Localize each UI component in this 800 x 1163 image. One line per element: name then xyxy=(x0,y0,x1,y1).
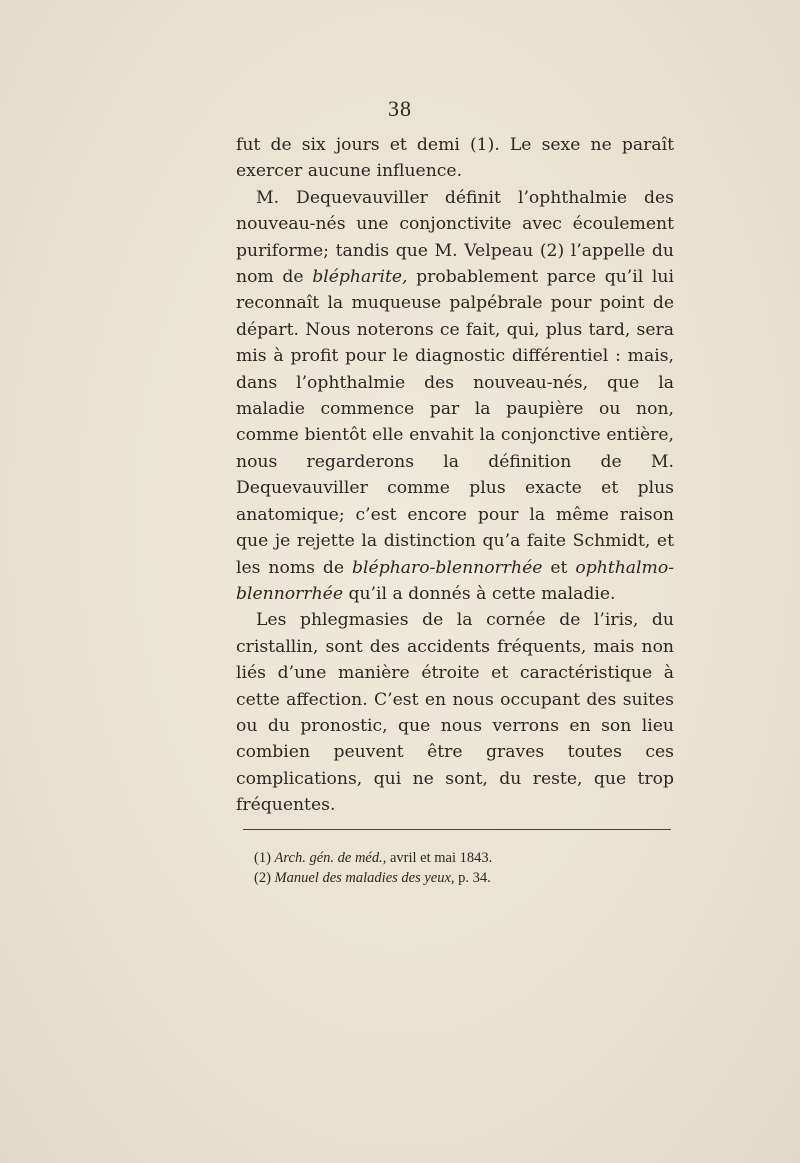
term-blepharite: blépharite, xyxy=(312,267,408,288)
footnote-1-detail: avril et mai 1843. xyxy=(386,850,493,866)
footnotes xyxy=(254,848,674,888)
paragraph-2-text-3: et xyxy=(542,557,576,578)
term-blepharo-blennorrhee: blépharo-blennorrhée xyxy=(352,557,543,578)
term-ophthalmo-blennorrhee: ophthalmo-blennorrhée xyxy=(236,557,674,604)
paragraph-2-text-4: qu’il a donnés à cette maladie. xyxy=(343,583,616,604)
footnote-1-title: Arch. gén. de méd., xyxy=(274,850,387,866)
footnote-rule xyxy=(243,829,671,830)
paragraph-2-text-2: probablement parce qu’il lui reconnaît la muqueuse palpébrale pour point de départ. Nous noterons ce fait, qui, plus tard, sera mis à profit pour le diagnostic différentiel : mais, dans l’ophthalmie des nouveau-nés, que la maladie commence par la paupière ou non, comme bientôt elle envahit la conjonctive entière, nous regarderons la définition de M. Dequevauviller comme plus exacte et plus anatomique; c’est encore pour la même raison que je rejette la distinction qu’a faite Schmidt, et les noms de xyxy=(236,267,674,578)
paragraph-2-text-1: M. Dequevauviller définit l’ophthalmie des nouveau-nés une conjonctivite avec écoulement puriforme; tandis que M. Velpeau (2) l’appelle du nom de xyxy=(236,187,674,288)
paragraph-2 xyxy=(236,185,674,608)
main-text xyxy=(236,132,674,819)
footnote-2-marker: (2) xyxy=(254,870,275,886)
paragraph-1: fut de six jours et demi (1). Le sexe ne paraît exercer aucune influence. xyxy=(236,135,674,182)
footnote-1 xyxy=(254,848,674,868)
footnote-1-marker: (1) xyxy=(254,850,275,866)
paragraph-3: Les phlegmasies de la cornée de l’iris, du cristallin, sont des accidents fréquents, mais non liés d’une manière étroite et caractéristique à cette affection. C’est en nous occupant des suites ou du pronostic, que nous verrons en son lieu combien peuvent être graves toutes ces complications, qui ne sont, du reste, que trop fréquentes. xyxy=(236,610,674,816)
page-number: 38 xyxy=(388,96,412,121)
footnote-2 xyxy=(254,868,674,888)
footnote-2-title: Manuel des maladies des yeux, xyxy=(274,870,455,886)
footnote-2-detail: p. 34. xyxy=(454,870,491,886)
